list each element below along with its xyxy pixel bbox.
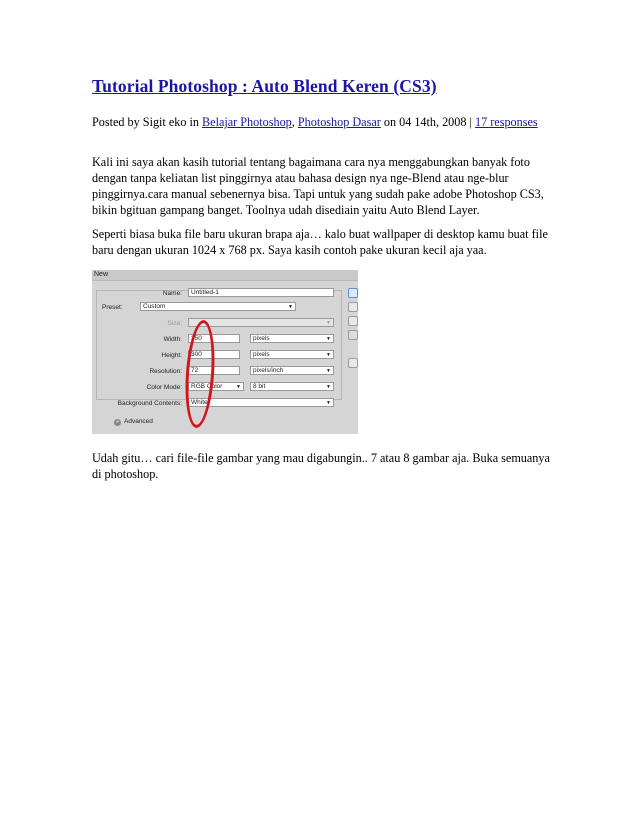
chevron-down-icon: ▼ xyxy=(326,368,331,374)
chevron-down-icon: ▼ xyxy=(326,320,331,326)
height-field[interactable]: 300 xyxy=(188,350,240,359)
dialog-titlebar xyxy=(92,270,358,281)
preset-label: Preset: xyxy=(102,304,123,311)
background-contents-label: Background Contents: xyxy=(117,400,182,407)
name-field[interactable]: Untitled-1 xyxy=(188,288,334,297)
category-link-photoshop-dasar[interactable]: Photoshop Dasar xyxy=(297,115,381,129)
responses-link[interactable]: 17 responses xyxy=(475,115,538,129)
category-link-belajar-photoshop[interactable]: Belajar Photoshop xyxy=(202,115,292,129)
post-date: on 04 14th, 2008 | xyxy=(380,115,475,129)
device-central-button[interactable] xyxy=(348,358,358,368)
chevron-down-icon: ▼ xyxy=(326,384,331,390)
advanced-label: Advanced xyxy=(124,418,153,425)
height-unit-dropdown[interactable] xyxy=(250,350,334,359)
chevron-down-icon: ▼ xyxy=(236,384,241,390)
size-dropdown[interactable] xyxy=(188,318,334,327)
color-depth-value: 8 bit xyxy=(253,383,266,390)
post-title[interactable]: Tutorial Photoshop : Auto Blend Keren (CS3) xyxy=(92,76,437,96)
chevron-down-icon: ▼ xyxy=(288,304,293,310)
preset-dropdown[interactable] xyxy=(140,302,296,311)
width-field[interactable]: 350 xyxy=(188,334,240,343)
post-meta xyxy=(92,114,552,130)
width-unit: pixels xyxy=(253,335,270,342)
height-label: Height: xyxy=(161,352,182,359)
color-depth-dropdown[interactable] xyxy=(250,382,334,391)
category-separator: , xyxy=(291,115,298,129)
photoshop-new-dialog-screenshot xyxy=(92,270,358,434)
posted-by-text: Posted by Sigit eko in xyxy=(92,115,203,129)
resolution-field[interactable]: 72 xyxy=(188,366,240,375)
delete-preset-button[interactable] xyxy=(348,330,358,340)
chevron-down-icon: ▼ xyxy=(326,336,331,342)
expand-chevron-icon[interactable]: » xyxy=(114,419,121,426)
cancel-button[interactable] xyxy=(348,302,358,312)
paragraph-intro: Kali ini saya akan kasih tutorial tentang bagaimana cara nya menggabungkan banyak foto dengan tanpa keliatan list pinggirnya atau bahasa design nya nge-Blend atau nge-blur pinggirnya.cara manual sebenernya bisa. Tapi untuk yang sudah pake adobe Photoshop CS3, bikin bgituan gampang banget. Toolnya udah disediain yaitu Auto Blend Layer. xyxy=(92,155,544,217)
paragraph-open-files: Udah gitu… cari file-file gambar yang mau digabungin.. 7 atau 8 gambar aja. Buka semuanya di photoshop. xyxy=(92,451,550,481)
resolution-unit-dropdown[interactable] xyxy=(250,366,334,375)
chevron-down-icon: ▼ xyxy=(326,352,331,358)
width-unit-dropdown[interactable] xyxy=(250,334,334,343)
size-label: Size: xyxy=(167,320,182,327)
preset-value: Custom xyxy=(143,303,166,310)
resolution-label: Resolution: xyxy=(149,368,182,375)
background-contents-value: White xyxy=(191,399,208,406)
chevron-down-icon: ▼ xyxy=(326,400,331,406)
save-preset-button[interactable] xyxy=(348,316,358,326)
dialog-title: New xyxy=(94,271,109,278)
height-unit: pixels xyxy=(253,351,270,358)
paragraph-new-file: Seperti biasa buka file baru ukuran brapa aja… kalo buat wallpaper di desktop kamu buat file baru dengan ukuran 1024 x 768 px. Saya kasih contoh pake ukuran kecil aja yaa. xyxy=(92,227,548,257)
width-label: Width: xyxy=(163,336,182,343)
resolution-unit: pixels/inch xyxy=(253,367,284,374)
ok-button[interactable] xyxy=(348,288,358,298)
name-label: Name: xyxy=(162,290,182,297)
color-mode-value: RGB Color xyxy=(191,383,223,390)
color-mode-label: Color Mode: xyxy=(146,384,182,391)
